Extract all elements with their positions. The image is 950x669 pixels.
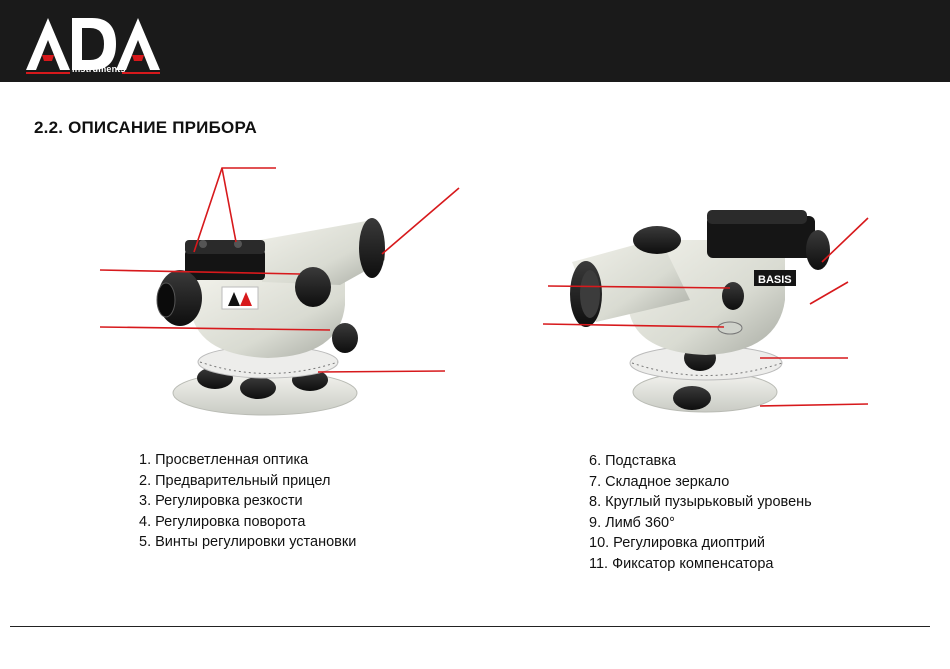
list-item: 6. Подставка (589, 453, 676, 469)
list-item: 1. Просветленная оптика (139, 452, 309, 468)
list-item: 11. Фиксатор компенсатора (589, 555, 774, 572)
device-illustrations (0, 150, 950, 450)
list-item: 4. Регулировка поворота (139, 513, 306, 530)
list-item: 10. Регулировка диоптрий (589, 535, 766, 551)
footer-divider (10, 626, 930, 627)
section-title: 2.2. ОПИСАНИЕ ПРИБОРА (34, 118, 257, 137)
list-item: 9. Лимб 360° (589, 514, 675, 531)
level-device-right (570, 210, 830, 412)
header-bar (0, 0, 950, 82)
brand-subtitle: instruments (72, 64, 126, 74)
level-device-left (157, 218, 385, 415)
list-item: 2. Предварительный прицел (139, 472, 331, 489)
parts-list-right (589, 451, 812, 574)
list-item: 7. Складное зеркало (589, 473, 730, 490)
parts-list-left (139, 450, 356, 553)
list-item: 5. Винты регулировки установки (139, 534, 357, 550)
list-item: 3. Регулировка резкости (139, 493, 303, 509)
list-item: 8. Круглый пузырьковый уровень (589, 494, 812, 510)
basis-badge: BASIS (758, 274, 792, 286)
